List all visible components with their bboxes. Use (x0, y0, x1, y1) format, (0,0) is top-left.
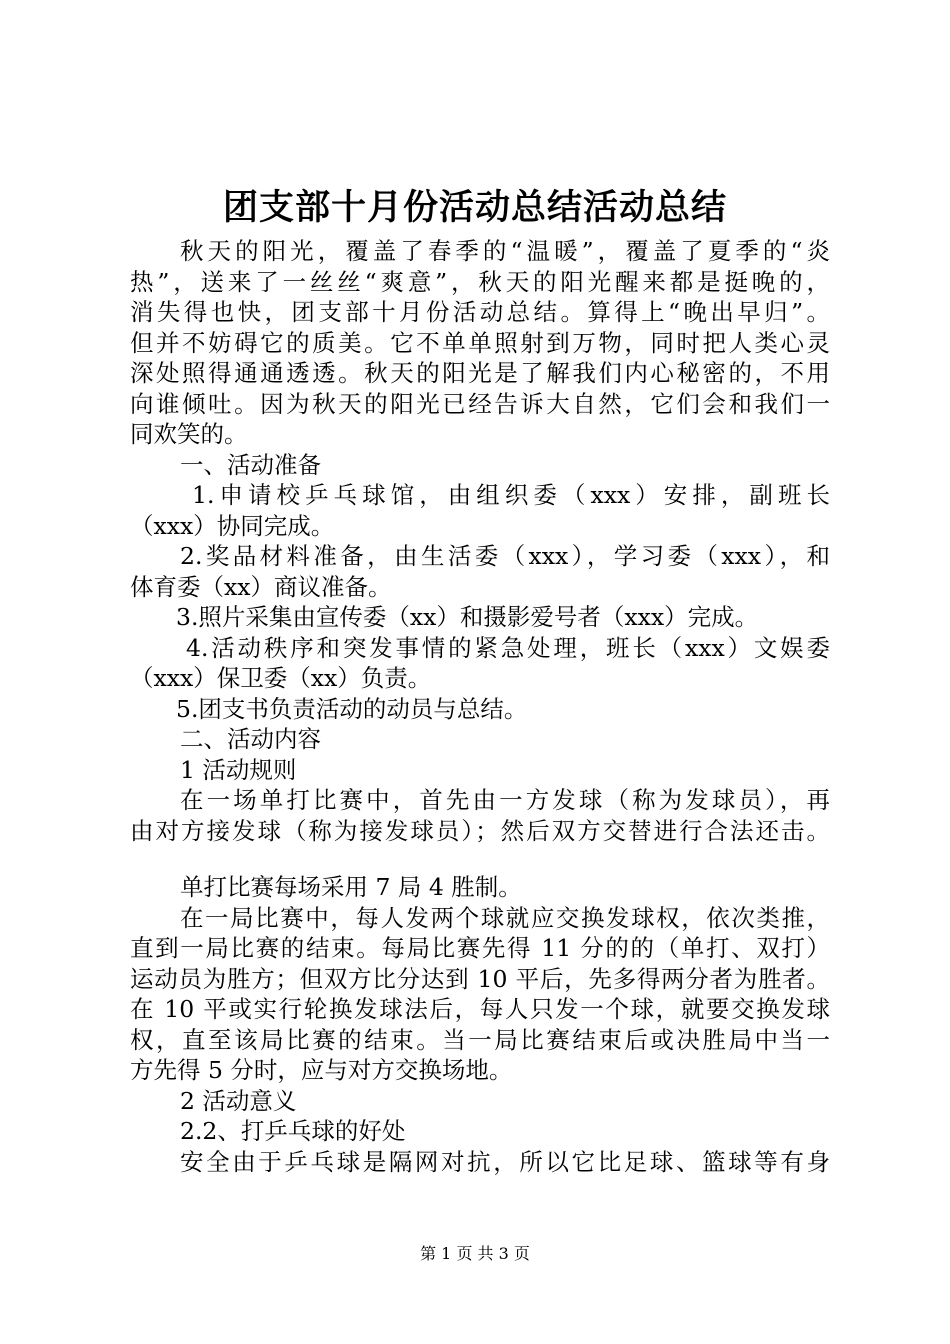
paragraph-line: 直到一局比赛的结束。每局比赛先得 11 分的的（单打、双打） (130, 934, 830, 962)
list-item: 3.照片采集由宣传委（xx）和摄影爱号者（xxx）完成。 (176, 603, 759, 631)
paragraph-gap (130, 846, 830, 872)
paragraph-line: 深处照得通通透透。秋天的阳光是了解我们内心秘密的，不用 (130, 359, 830, 387)
paragraph-line: 同欢笑的。 (130, 420, 248, 448)
section-heading: 二、活动内容 (180, 725, 321, 753)
subsection-heading: 2 活动意义 (180, 1086, 297, 1115)
list-item-continuation: （xxx）保卫委（xx）负责。 (130, 664, 432, 692)
list-item: 1.申请校乒乓球馆，由组织委（xxx）安排，副班长 (192, 481, 830, 509)
subsection-heading: 2.2、打乒乓球的好处 (180, 1117, 406, 1145)
paragraph-line: 向谁倾吐。因为秋天的阳光已经告诉大自然，它们会和我们一 (130, 389, 830, 418)
page-footer: 第 1 页 共 3 页 (420, 1244, 530, 1263)
paragraph-line: 安全由于乒乓球是隔网对抗，所以它比足球、篮球等有身 (180, 1147, 830, 1176)
paragraph-line: 由对方接发球（称为接发球员）；然后双方交替进行合法还击。 (130, 816, 830, 845)
list-item: 4.活动秩序和突发事情的紧急处理，班长（xxx）文娱委 (186, 633, 830, 662)
paragraph-line: 热”，送来了一丝丝“爽意”，秋天的阳光醒来都是挺晚的， (130, 267, 830, 296)
paragraph-line: 在 10 平或实行轮换发球法后，每人只发一个球，就要交换发球 (130, 995, 830, 1023)
subsection-heading: 1 活动规则 (180, 755, 297, 784)
list-item-continuation: （xxx）协同完成。 (130, 511, 335, 540)
list-item: 2.奖品材料准备，由生活委（xxx），学习委（xxx），和 (180, 542, 830, 570)
paragraph-line: 在一场单打比赛中，首先由一方发球（称为发球员），再 (180, 786, 830, 814)
paragraph-line: 权，直至该局比赛的结束。当一局比赛结束后或决胜局中当一 (130, 1025, 830, 1054)
section-heading: 一、活动准备 (180, 450, 321, 479)
paragraph-line: 方先得 5 分时，应与对方交换场地。 (130, 1056, 513, 1084)
paragraph-line: 消失得也快，团支部十月份活动总结。算得上“晚出早归”。 (130, 298, 830, 326)
document-title: 团支部十月份活动总结活动总结 (222, 187, 727, 228)
paragraph-line: 但并不妨碍它的质美。它不单单照射到万物，同时把人类心灵 (130, 328, 830, 357)
list-item: 5.团支书负责活动的动员与总结。 (176, 694, 528, 723)
paragraph-line: 单打比赛每场采用 7 局 4 胜制。 (180, 873, 522, 901)
list-item-continuation: 体育委（xx）商议准备。 (130, 572, 392, 601)
paragraph-line: 秋天的阳光，覆盖了春季的“温暖”，覆盖了夏季的“炎 (180, 237, 830, 265)
paragraph-line: 在一局比赛中，每人发两个球就应交换发球权，依次类推， (180, 903, 830, 932)
paragraph-line: 运动员为胜方；但双方比分达到 10 平后，先多得两分者为胜者。 (130, 964, 830, 993)
document-body (130, 236, 830, 1177)
